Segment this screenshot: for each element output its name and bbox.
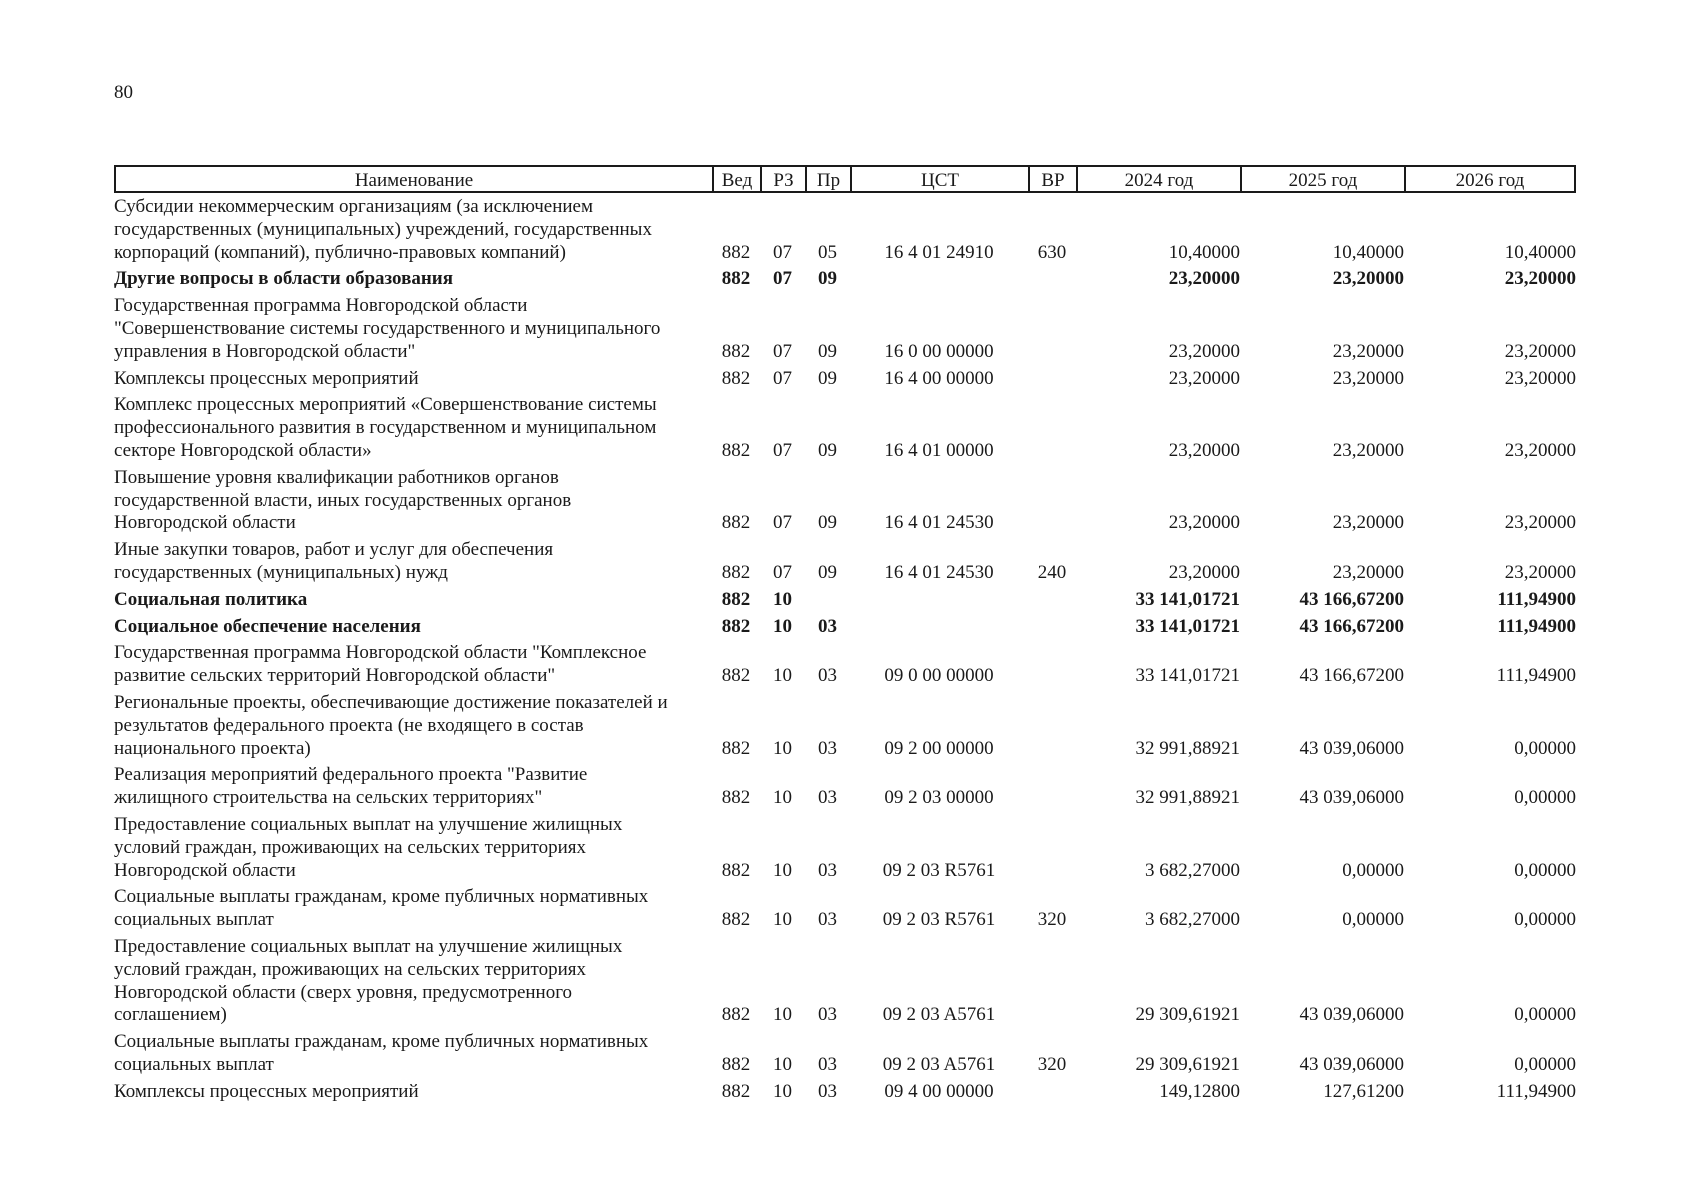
cell-pr: 03 bbox=[818, 787, 837, 809]
cell-vr: 240 bbox=[1037, 561, 1067, 583]
cell-ved: 882 bbox=[721, 561, 751, 583]
cell-2025: 23,20000 bbox=[1332, 268, 1404, 290]
cell-2025: 23,20000 bbox=[1332, 439, 1404, 461]
header-rz: РЗ bbox=[760, 165, 805, 193]
cell-cst: 16 4 01 00000 bbox=[884, 439, 994, 461]
cell-rz: 07 bbox=[773, 268, 792, 290]
cell-cst: 16 4 00 00000 bbox=[884, 367, 994, 389]
cell-name: Социальные выплаты гражданам, кроме публичных нормативных социальных выплат bbox=[114, 1031, 649, 1075]
cell-rz: 07 bbox=[773, 367, 792, 389]
cell-2024: 32 991,88921 bbox=[1135, 737, 1240, 759]
cell-ved: 882 bbox=[721, 439, 751, 461]
cell-2026: 111,94900 bbox=[1496, 1080, 1576, 1102]
cell-2024: 33 141,01721 bbox=[1135, 665, 1240, 687]
cell-2025: 23,20000 bbox=[1332, 367, 1404, 389]
cell-2025: 43 166,67200 bbox=[1299, 615, 1404, 637]
cell-ved: 882 bbox=[721, 1053, 751, 1075]
cell-2026: 111,94900 bbox=[1497, 588, 1576, 610]
cell-pr: 09 bbox=[818, 561, 837, 583]
cell-name: Региональные проекты, обеспечивающие достижение показателей и результатов федерального проекта (не входящего в состав национального проекта) bbox=[114, 691, 668, 759]
header-ved: Вед bbox=[712, 165, 760, 193]
header-pr: Пр bbox=[805, 165, 850, 193]
cell-rz: 07 bbox=[773, 340, 792, 362]
table-row bbox=[114, 616, 1576, 643]
table-row bbox=[114, 539, 1576, 589]
cell-2025: 23,20000 bbox=[1332, 512, 1404, 534]
cell-2026: 10,40000 bbox=[1504, 241, 1576, 263]
table-row bbox=[114, 814, 1576, 886]
cell-pr: 03 bbox=[818, 1053, 837, 1075]
cell-pr: 05 bbox=[818, 241, 837, 263]
cell-cst: 16 4 01 24910 bbox=[884, 241, 994, 263]
cell-2026: 0,00000 bbox=[1514, 909, 1576, 931]
table-row bbox=[114, 692, 1576, 764]
cell-ved: 882 bbox=[721, 859, 751, 881]
cell-2026: 23,20000 bbox=[1504, 439, 1576, 461]
cell-pr: 09 bbox=[818, 367, 837, 389]
cell-name: Повышение уровня квалификации работников органов государственной власти, иных государственных органов Новгородской области bbox=[114, 466, 572, 534]
header-2025: 2025 год bbox=[1240, 165, 1404, 193]
table-row bbox=[114, 368, 1576, 395]
cell-pr: 03 bbox=[818, 859, 837, 881]
cell-ved: 882 bbox=[721, 241, 751, 263]
cell-2026: 0,00000 bbox=[1514, 859, 1576, 881]
cell-cst: 16 4 01 24530 bbox=[884, 512, 994, 534]
cell-2026: 0,00000 bbox=[1514, 1053, 1576, 1075]
cell-cst: 09 0 00 00000 bbox=[884, 665, 994, 687]
cell-name: Предоставление социальных выплат на улучшение жилищных условий граждан, проживающих на сельских территориях Новгородской области bbox=[114, 813, 623, 881]
cell-ved: 882 bbox=[721, 909, 751, 931]
cell-rz: 07 bbox=[773, 512, 792, 534]
header-2024: 2024 год bbox=[1076, 165, 1240, 193]
table-row bbox=[114, 1081, 1576, 1108]
cell-vr: 630 bbox=[1037, 241, 1067, 263]
cell-2026: 111,94900 bbox=[1496, 665, 1576, 687]
header-2026: 2026 год bbox=[1404, 165, 1576, 193]
cell-cst: 16 4 01 24530 bbox=[884, 561, 994, 583]
cell-name: Предоставление социальных выплат на улучшение жилищных условий граждан, проживающих на сельских территориях Новгородской области (сверх уровня, предусмотренного соглашением) bbox=[114, 935, 623, 1026]
cell-cst: 16 0 00 00000 bbox=[884, 340, 994, 362]
cell-name: Субсидии некоммерческим организациям (за исключением государственных (муниципальных) учреждений, государственных корпораций (компаний), публично-правовых компаний) bbox=[114, 196, 652, 263]
header-cst: ЦСТ bbox=[850, 165, 1028, 193]
cell-pr: 03 bbox=[818, 615, 837, 637]
cell-2025: 0,00000 bbox=[1342, 859, 1404, 881]
cell-2025: 10,40000 bbox=[1332, 241, 1404, 263]
cell-2024: 23,20000 bbox=[1168, 439, 1240, 461]
cell-2025: 127,61200 bbox=[1323, 1080, 1404, 1102]
cell-2025: 43 166,67200 bbox=[1299, 588, 1404, 610]
cell-2026: 23,20000 bbox=[1504, 268, 1576, 290]
cell-pr: 09 bbox=[818, 512, 837, 534]
cell-2025: 43 166,67200 bbox=[1299, 665, 1404, 687]
cell-pr: 03 bbox=[818, 1004, 837, 1026]
cell-2026: 23,20000 bbox=[1504, 561, 1576, 583]
table-row bbox=[114, 295, 1576, 367]
cell-pr: 09 bbox=[818, 340, 837, 362]
cell-cst: 09 2 03 R5761 bbox=[882, 859, 996, 881]
table-row bbox=[114, 642, 1576, 692]
cell-cst: 09 2 03 00000 bbox=[884, 787, 994, 809]
cell-2025: 43 039,06000 bbox=[1299, 737, 1404, 759]
cell-pr: 03 bbox=[818, 665, 837, 687]
cell-rz: 10 bbox=[773, 787, 792, 809]
cell-rz: 10 bbox=[773, 737, 792, 759]
cell-2024: 23,20000 bbox=[1168, 561, 1240, 583]
table-row bbox=[114, 196, 1576, 268]
table-row bbox=[114, 394, 1576, 466]
cell-rz: 07 bbox=[773, 561, 792, 583]
cell-name: Комплексы процессных мероприятий bbox=[114, 367, 419, 389]
header-vr: ВР bbox=[1028, 165, 1076, 193]
page-number: 80 bbox=[114, 82, 133, 103]
cell-2024: 23,20000 bbox=[1168, 268, 1240, 290]
cell-name: Государственная программа Новгородской области "Комплексное развитие сельских территорий Новгородской области" bbox=[114, 642, 647, 687]
cell-2024: 32 991,88921 bbox=[1135, 787, 1240, 809]
cell-rz: 07 bbox=[773, 241, 792, 263]
cell-name: Государственная программа Новгородской области "Совершенствование системы государственного и муниципального управления в Новгородской области" bbox=[114, 295, 661, 362]
cell-ved: 882 bbox=[721, 340, 751, 362]
cell-name: Социальные выплаты гражданам, кроме публичных нормативных социальных выплат bbox=[114, 886, 649, 931]
cell-name: Социальная политика bbox=[114, 588, 308, 610]
cell-name: Социальное обеспечение населения bbox=[114, 615, 421, 637]
cell-cst: 09 4 00 00000 bbox=[884, 1080, 994, 1102]
table-row bbox=[114, 1031, 1576, 1081]
cell-pr: 03 bbox=[818, 1080, 837, 1102]
cell-2025: 43 039,06000 bbox=[1299, 1004, 1404, 1026]
cell-cst: 09 2 00 00000 bbox=[884, 737, 994, 759]
cell-ved: 882 bbox=[721, 512, 751, 534]
cell-2026: 23,20000 bbox=[1504, 367, 1576, 389]
cell-2024: 23,20000 bbox=[1168, 512, 1240, 534]
cell-rz: 07 bbox=[773, 439, 792, 461]
cell-rz: 10 bbox=[773, 1004, 792, 1026]
header-name: Наименование bbox=[114, 165, 712, 193]
cell-rz: 10 bbox=[773, 665, 792, 687]
cell-rz: 10 bbox=[773, 588, 792, 610]
table-header bbox=[114, 163, 1576, 195]
cell-rz: 10 bbox=[773, 909, 792, 931]
cell-2026: 111,94900 bbox=[1497, 615, 1576, 637]
cell-vr: 320 bbox=[1037, 1053, 1067, 1075]
cell-ved: 882 bbox=[721, 367, 751, 389]
cell-ved: 882 bbox=[721, 665, 751, 687]
cell-2024: 33 141,01721 bbox=[1135, 615, 1240, 637]
table-row bbox=[114, 589, 1576, 616]
cell-2024: 29 309,61921 bbox=[1135, 1053, 1240, 1075]
cell-2024: 23,20000 bbox=[1168, 340, 1240, 362]
table-row bbox=[114, 936, 1576, 1031]
cell-vr: 320 bbox=[1037, 909, 1067, 931]
cell-ved: 882 bbox=[721, 737, 751, 759]
cell-cst: 09 2 03 A5761 bbox=[882, 1004, 996, 1026]
cell-2026: 23,20000 bbox=[1504, 340, 1576, 362]
cell-2026: 0,00000 bbox=[1514, 787, 1576, 809]
cell-rz: 10 bbox=[773, 1053, 792, 1075]
cell-ved: 882 bbox=[721, 787, 751, 809]
cell-ved: 882 bbox=[721, 615, 751, 637]
cell-pr: 03 bbox=[818, 909, 837, 931]
cell-2026: 0,00000 bbox=[1514, 1004, 1576, 1026]
cell-name: Иные закупки товаров, работ и услуг для обеспечения государственных (муниципальных) нужд bbox=[114, 539, 554, 583]
cell-rz: 10 bbox=[773, 859, 792, 881]
cell-name: Комплекс процессных мероприятий «Совершенствование системы профессионального развития в государственном и муниципальном секторе Новгородской области» bbox=[114, 394, 657, 461]
cell-2024: 3 682,27000 bbox=[1145, 859, 1240, 881]
cell-pr: 03 bbox=[818, 737, 837, 759]
cell-ved: 882 bbox=[721, 1004, 751, 1026]
cell-2026: 0,00000 bbox=[1514, 737, 1576, 759]
cell-2024: 23,20000 bbox=[1168, 367, 1240, 389]
table-body bbox=[114, 196, 1576, 1107]
cell-2024: 29 309,61921 bbox=[1135, 1004, 1240, 1026]
cell-2024: 33 141,01721 bbox=[1135, 588, 1240, 610]
cell-2025: 23,20000 bbox=[1332, 340, 1404, 362]
table-row bbox=[114, 764, 1576, 814]
table-row bbox=[114, 268, 1576, 295]
cell-2024: 10,40000 bbox=[1168, 241, 1240, 263]
cell-2025: 23,20000 bbox=[1332, 561, 1404, 583]
cell-ved: 882 bbox=[721, 268, 751, 290]
cell-name: Реализация мероприятий федерального проекта "Развитие жилищного строительства на сельских территориях" bbox=[114, 764, 588, 809]
cell-rz: 10 bbox=[773, 615, 792, 637]
cell-name: Другие вопросы в области образования bbox=[114, 268, 454, 290]
cell-cst: 09 2 03 A5761 bbox=[882, 1053, 996, 1075]
cell-pr: 09 bbox=[818, 268, 837, 290]
cell-cst: 09 2 03 R5761 bbox=[882, 909, 996, 931]
cell-pr: 09 bbox=[818, 439, 837, 461]
cell-name: Комплексы процессных мероприятий bbox=[114, 1080, 419, 1102]
cell-ved: 882 bbox=[721, 588, 751, 610]
cell-ved: 882 bbox=[721, 1080, 751, 1102]
cell-2025: 43 039,06000 bbox=[1299, 1053, 1404, 1075]
cell-2024: 149,12800 bbox=[1159, 1080, 1240, 1102]
table-row bbox=[114, 467, 1576, 539]
cell-2025: 43 039,06000 bbox=[1299, 787, 1404, 809]
cell-2026: 23,20000 bbox=[1504, 512, 1576, 534]
cell-2024: 3 682,27000 bbox=[1145, 909, 1240, 931]
table-row bbox=[114, 886, 1576, 936]
cell-2025: 0,00000 bbox=[1342, 909, 1404, 931]
cell-rz: 10 bbox=[773, 1080, 792, 1102]
